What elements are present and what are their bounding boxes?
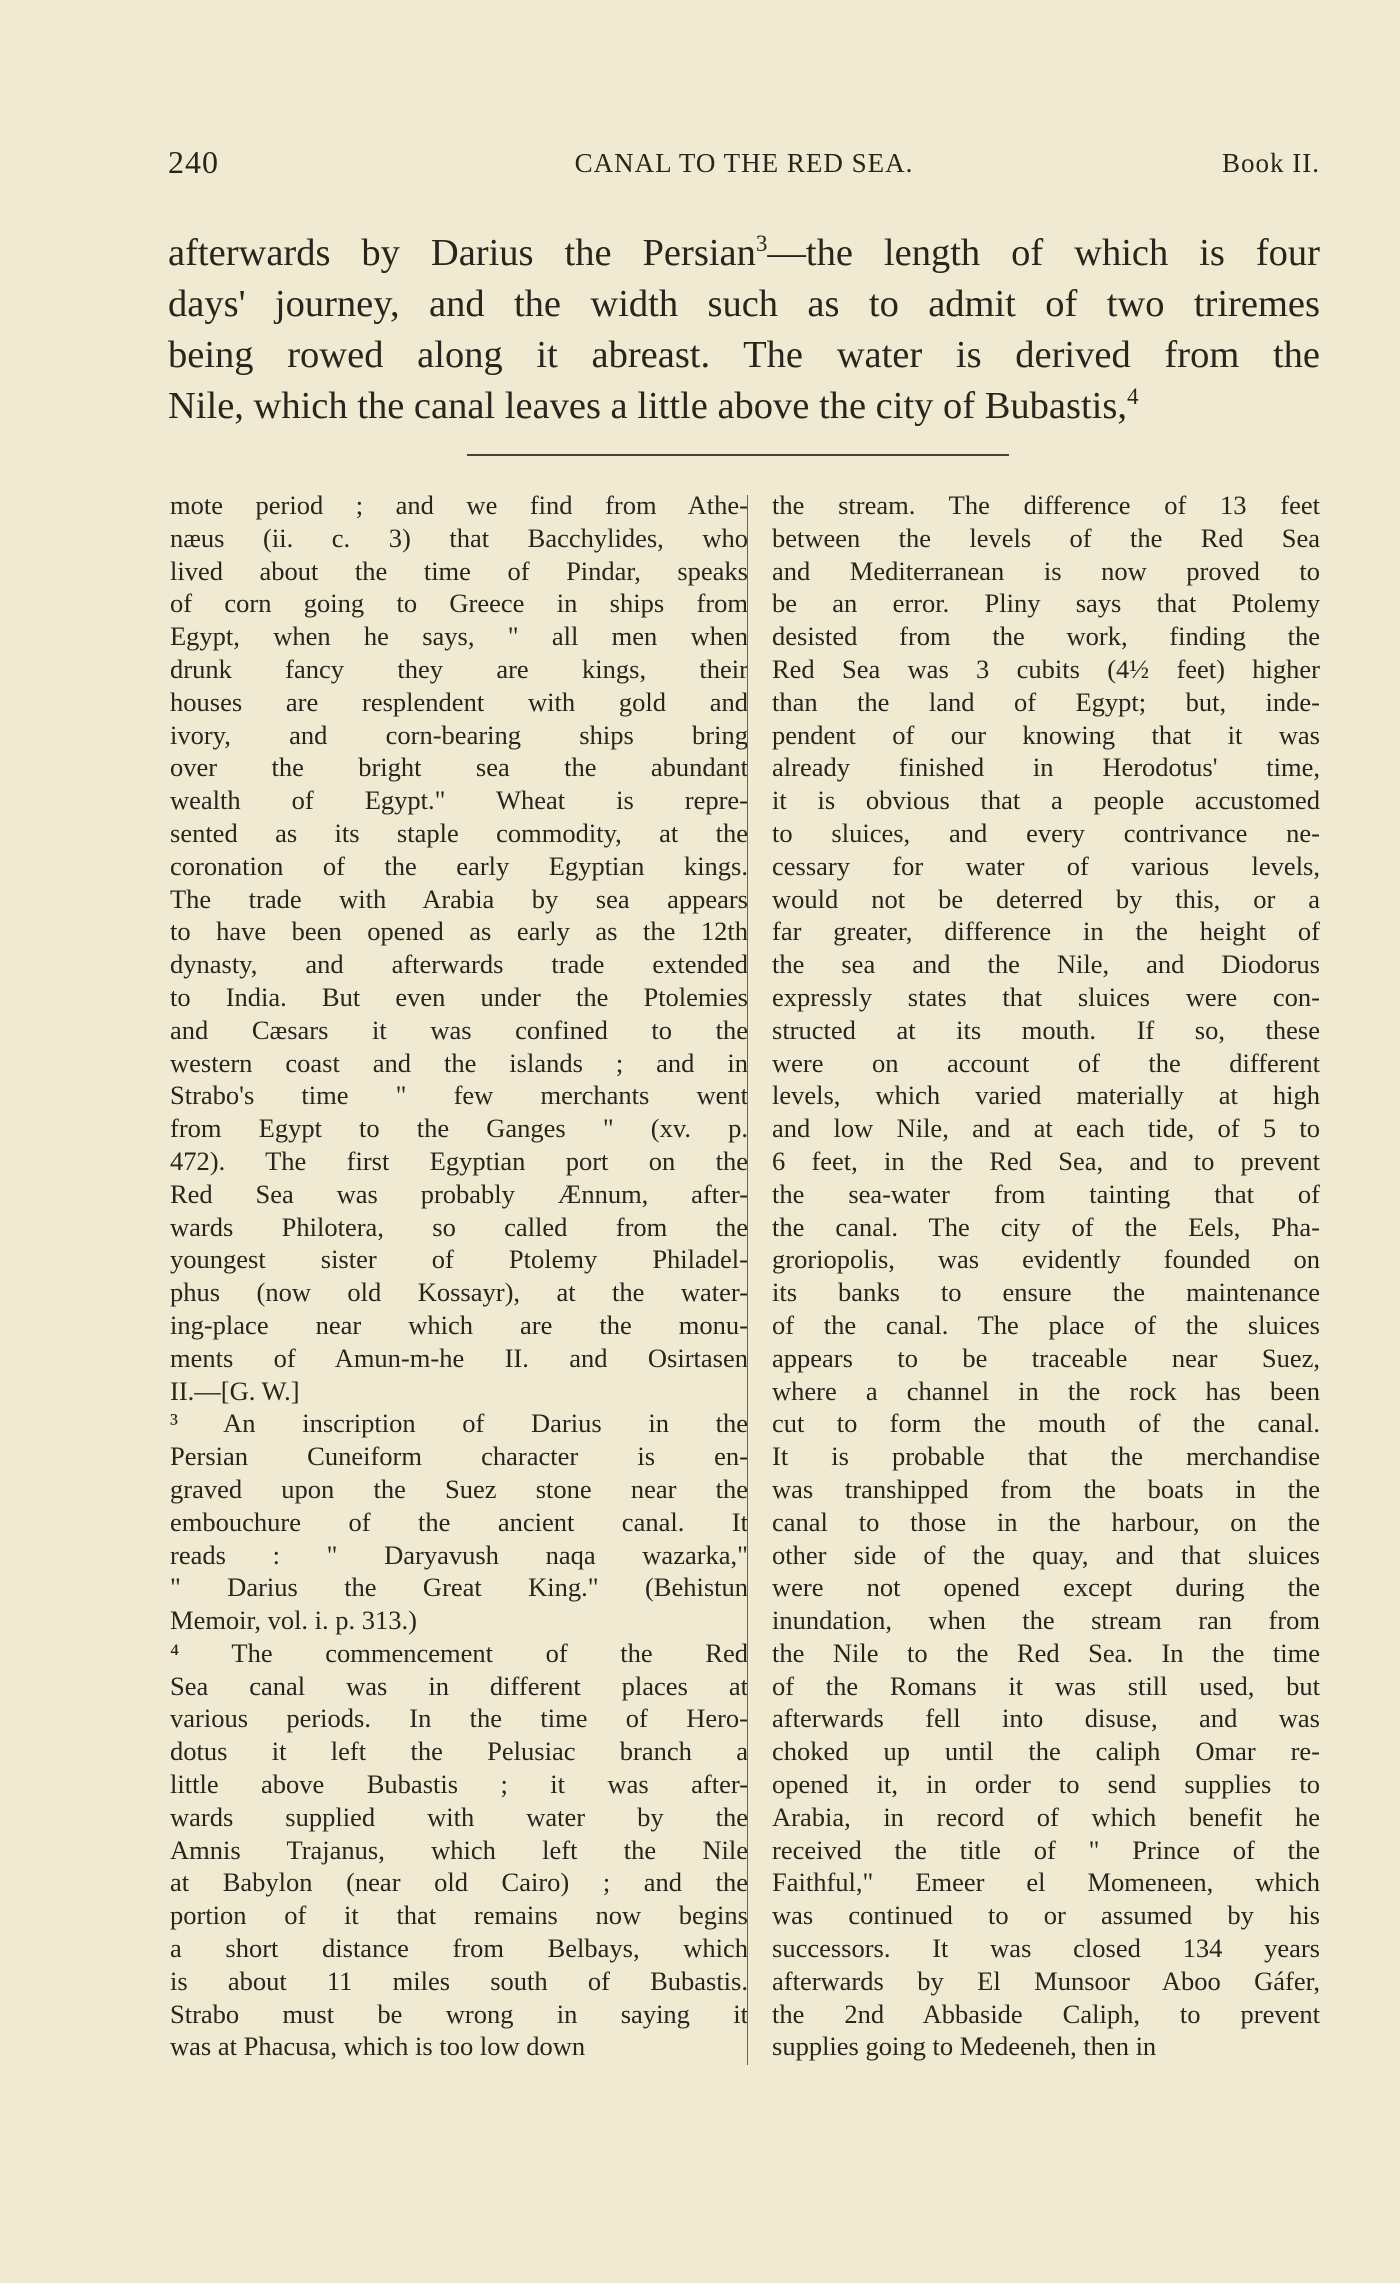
footnote-line: pendent of our knowing that it was xyxy=(772,719,1320,750)
footnote-line: received the title of " Prince of the xyxy=(772,1834,1320,1865)
footnote-line: the 2nd Abbaside Caliph, to prevent xyxy=(772,1998,1320,2029)
footnote-line: portion of it that remains now begins xyxy=(170,1900,748,1931)
footnote-line: of corn going to Greece in ships from xyxy=(170,588,748,619)
footnote-line: 6 feet, in the Red Sea, and to prevent xyxy=(772,1145,1320,1176)
footnote-line: wealth of Egypt." Wheat is repre- xyxy=(170,785,748,816)
footnote-line: lived about the time of Pindar, speaks xyxy=(170,555,748,586)
footnote-line: phus (now old Kossayr), at the water- xyxy=(170,1277,748,1308)
footnote-line: it is obvious that a people accustomed xyxy=(772,785,1320,816)
footnote-line: would not be deterred by this, or a xyxy=(772,883,1320,914)
footnote-line: to sluices, and every contrivance ne- xyxy=(772,817,1320,848)
footnote-line: 472). The first Egyptian port on the xyxy=(170,1145,748,1176)
column-divider xyxy=(747,495,748,2065)
footnote-line: ments of Amun-m-he II. and Osirtasen xyxy=(170,1342,748,1373)
main-line: days' journey, and the width such as to admit of two triremes xyxy=(168,283,1320,325)
footnote-line: ing-place near which are the monu- xyxy=(170,1309,748,1340)
main-line: afterwards by Darius the Persian$^3$—the length of which is four xyxy=(168,230,1320,274)
footnote-line: sented as its staple commodity, at the xyxy=(170,817,748,848)
footnote-line: the stream. The difference of 13 feet xyxy=(772,490,1320,520)
main-text xyxy=(168,228,1320,432)
footnote-line: at Babylon (near old Cairo) ; and the xyxy=(170,1867,748,1898)
footnote-line: is about 11 miles south of Bubastis. xyxy=(170,1965,748,1996)
page-header xyxy=(168,144,1320,188)
footnote-line: dotus it left the Pelusiac branch a xyxy=(170,1736,748,1767)
footnote-line: Strabo must be wrong in saying it xyxy=(170,1998,748,2029)
footnote-line: was transhipped from the boats in the xyxy=(772,1473,1320,1504)
footnote-line: Memoir, vol. i. p. 313.) xyxy=(170,1605,417,1636)
footnote-ref-3: 3 xyxy=(755,230,768,257)
footnote-line: Faithful," Emeer el Momeneen, which xyxy=(772,1867,1320,1898)
footnote-line: the sea and the Nile, and Diodorus xyxy=(772,949,1320,980)
footnote-line: houses are resplendent with gold and xyxy=(170,686,748,717)
footnote-line: drunk fancy they are kings, their xyxy=(170,653,748,684)
footnote-line: supplies going to Medeeneh, then in xyxy=(772,2031,1157,2062)
footnote-line: wards Philotera, so called from the xyxy=(170,1211,748,1242)
footnote-line: and low Nile, and at each tide, of 5 to xyxy=(772,1113,1320,1144)
footnote-line: mote period ; and we find from Athe- xyxy=(170,490,748,520)
footnote-line: wards supplied with water by the xyxy=(170,1801,748,1832)
footnote-line: II.—[G. W.] xyxy=(170,1375,300,1406)
footnote-line: " Darius the Great King." (Behistun xyxy=(170,1572,748,1603)
footnote-line: inundation, when the stream ran from xyxy=(772,1605,1320,1636)
footnote-line: be an error. Pliny says that Ptolemy xyxy=(772,588,1320,619)
main-line: being rowed along it abreast. The water is derived from the xyxy=(168,334,1320,376)
footnote-line: afterwards by El Munsoor Aboo Gáfer, xyxy=(772,1965,1320,1996)
footnote-line: was continued to or assumed by his xyxy=(772,1900,1320,1931)
footnote-line: than the land of Egypt; but, inde- xyxy=(772,686,1320,717)
footnote-line: the canal. The city of the Eels, Pha- xyxy=(772,1211,1320,1242)
footnote-line: choked up until the caliph Omar re- xyxy=(772,1736,1320,1767)
footnote-line: cessary for water of various levels, xyxy=(772,850,1320,881)
footnote-line: far greater, difference in the height of xyxy=(772,916,1320,947)
footnote-line: Red Sea was probably Ænnum, after- xyxy=(170,1178,748,1209)
footnote-line: little above Bubastis ; it was after- xyxy=(170,1769,748,1800)
footnote-line: graved upon the Suez stone near the xyxy=(170,1473,748,1504)
footnote-line: youngest sister of Ptolemy Philadel- xyxy=(170,1244,748,1275)
footnote-line: successors. It was closed 134 years xyxy=(772,1933,1320,1964)
footnote-line: ³ An inscription of Darius in the xyxy=(170,1408,748,1439)
footnote-line: ⁴ The commencement of the Red xyxy=(170,1637,748,1668)
footnote-line: ivory, and corn-bearing ships bring xyxy=(170,719,748,750)
footnote-line: coronation of the early Egyptian kings. xyxy=(170,850,748,881)
footnotes-left-column xyxy=(170,489,748,2063)
footnote-line: levels, which varied materially at high xyxy=(772,1080,1320,1111)
footnote-line: embouchure of the ancient canal. It xyxy=(170,1506,748,1537)
footnote-ref-4: 4 xyxy=(1127,383,1139,410)
footnote-line: appears to be traceable near Suez, xyxy=(772,1342,1320,1373)
section-divider xyxy=(467,454,1009,456)
footnote-line: to have been opened as early as the 12th xyxy=(170,916,748,947)
running-title: CANAL TO THE RED SEA. xyxy=(574,148,914,178)
footnote-line: from Egypt to the Ganges " (xv. p. xyxy=(170,1113,748,1144)
main-line: Nile, which the canal leaves a little above the city of Bubastis,$^4$ xyxy=(168,383,1139,427)
footnote-line: and Mediterranean is now proved to xyxy=(772,555,1320,586)
footnote-line: canal to those in the harbour, on the xyxy=(772,1506,1320,1537)
footnote-line: structed at its mouth. If so, these xyxy=(772,1014,1320,1045)
footnote-line: It is probable that the merchandise xyxy=(772,1441,1320,1472)
footnote-line: between the levels of the Red Sea xyxy=(772,522,1320,553)
footnote-line: were on account of the different xyxy=(772,1047,1320,1078)
footnote-line: expressly states that sluices were con- xyxy=(772,981,1320,1012)
footnotes-right-column xyxy=(772,489,1320,2063)
footnote-line: was at Phacusa, which is too low down xyxy=(170,2031,586,2062)
footnote-line: afterwards fell into disuse, and was xyxy=(772,1703,1320,1734)
footnote-line: to India. But even under the Ptolemies xyxy=(170,981,748,1012)
footnote-line: and Cæsars it was confined to the xyxy=(170,1014,748,1045)
footnote-line: western coast and the islands ; and in xyxy=(170,1047,748,1078)
footnote-line: The trade with Arabia by sea appears xyxy=(170,883,748,914)
footnote-line: the sea-water from tainting that of xyxy=(772,1178,1320,1209)
footnote-line: desisted from the work, finding the xyxy=(772,621,1320,652)
page-number: 240 xyxy=(168,144,219,180)
footnote-line: of the canal. The place of the sluices xyxy=(772,1309,1320,1340)
footnote-line: of the Romans it was still used, but xyxy=(772,1670,1320,1701)
footnote-line: Persian Cuneiform character is en- xyxy=(170,1441,748,1472)
footnote-line: the Nile to the Red Sea. In the time xyxy=(772,1637,1320,1668)
footnote-line: næus (ii. c. 3) that Bacchylides, who xyxy=(170,522,748,553)
footnote-line: other side of the quay, and that sluices xyxy=(772,1539,1320,1570)
footnote-line: a short distance from Belbays, which xyxy=(170,1933,748,1964)
footnote-line: Egypt, when he says, " all men when xyxy=(170,621,748,652)
book-label: Book II. xyxy=(1222,148,1320,178)
footnote-line: opened it, in order to send supplies to xyxy=(772,1769,1320,1800)
footnote-line: various periods. In the time of Hero- xyxy=(170,1703,748,1734)
footnote-line: Arabia, in record of which benefit he xyxy=(772,1801,1320,1832)
footnote-line: its banks to ensure the maintenance xyxy=(772,1277,1320,1308)
footnote-line: where a channel in the rock has been xyxy=(772,1375,1320,1406)
footnote-line: Strabo's time " few merchants went xyxy=(170,1080,748,1111)
footnote-line: Red Sea was 3 cubits (4½ feet) higher xyxy=(772,653,1320,684)
footnote-line: Amnis Trajanus, which left the Nile xyxy=(170,1834,748,1865)
footnote-line: Sea canal was in different places at xyxy=(170,1670,748,1701)
footnote-line: reads : " Daryavush naqa wazarka," xyxy=(170,1539,748,1570)
footnote-line: were not opened except during the xyxy=(772,1572,1320,1603)
footnote-line: already finished in Herodotus' time, xyxy=(772,752,1320,783)
footnote-line: cut to form the mouth of the canal. xyxy=(772,1408,1320,1439)
footnote-line: dynasty, and afterwards trade extended xyxy=(170,949,748,980)
footnote-line: over the bright sea the abundant xyxy=(170,752,748,783)
footnote-line: groriopolis, was evidently founded on xyxy=(772,1244,1320,1275)
